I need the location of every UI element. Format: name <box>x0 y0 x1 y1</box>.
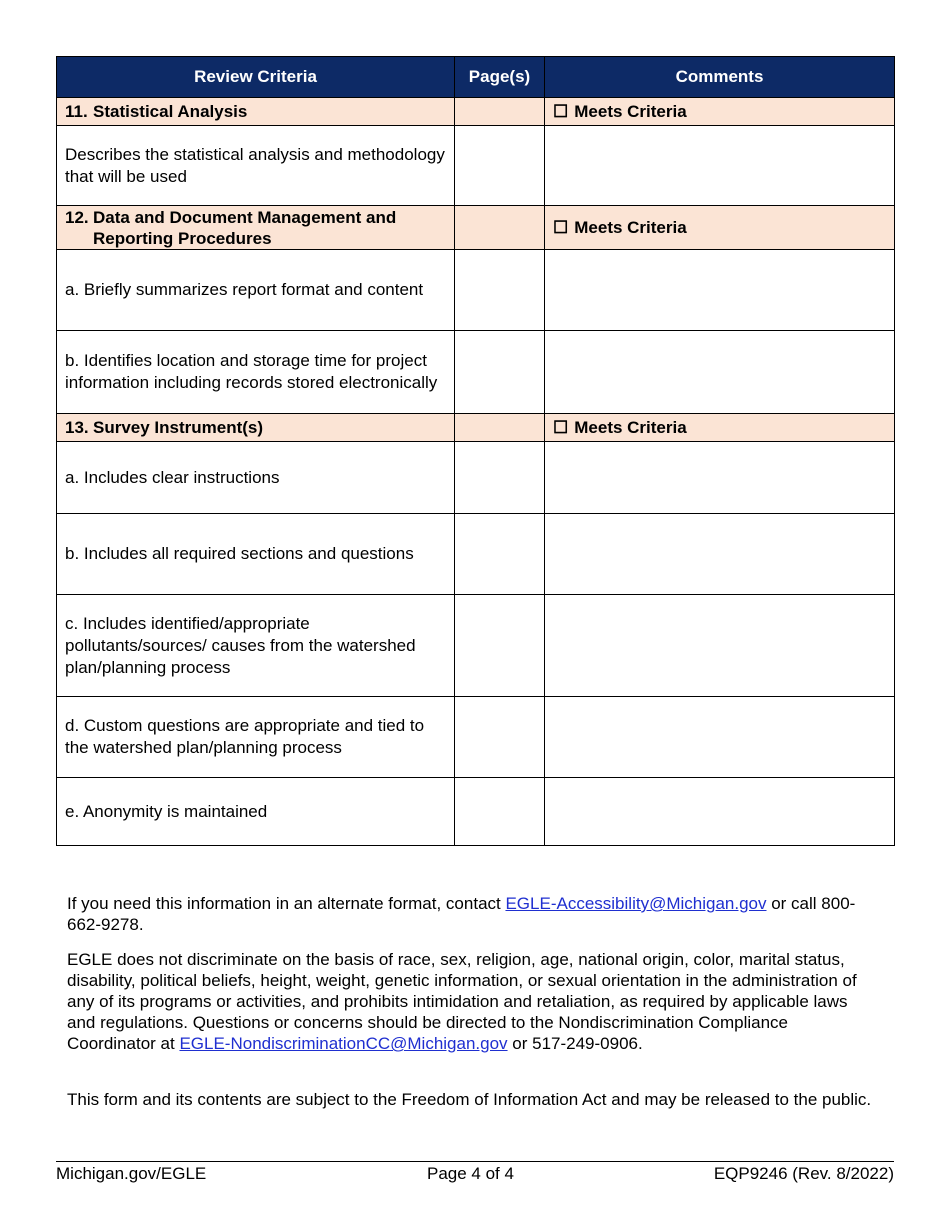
pages-cell[interactable] <box>455 206 545 250</box>
table-row <box>57 442 895 514</box>
meets-criteria-checkbox-icon[interactable]: ☐ <box>553 418 569 437</box>
meets-criteria-label: Meets Criteria <box>574 418 687 437</box>
pages-cell[interactable] <box>455 414 545 442</box>
section-row <box>57 206 895 250</box>
meets-criteria-cell <box>545 98 895 126</box>
meets-criteria-cell <box>545 206 895 250</box>
section-title-cell <box>57 98 455 126</box>
section-title: Statistical Analysis <box>93 102 248 121</box>
criteria-item: b. Includes all required sections and questions <box>57 514 455 595</box>
section-number: 12. <box>65 207 89 227</box>
section-title-cell <box>57 414 455 442</box>
pages-cell[interactable] <box>455 697 545 778</box>
meets-criteria-cell <box>545 414 895 442</box>
table-row <box>57 250 895 331</box>
header-review-criteria: Review Criteria <box>57 57 455 98</box>
footer-form-id: EQP9246 (Rev. 8/2022) <box>713 1164 894 1183</box>
meets-criteria-checkbox-icon[interactable]: ☐ <box>553 102 569 121</box>
comments-cell[interactable] <box>545 778 895 846</box>
header-pages: Page(s) <box>455 57 545 98</box>
table-row <box>57 697 895 778</box>
comments-cell[interactable] <box>545 126 895 206</box>
page-footer <box>56 1161 894 1192</box>
section-row <box>57 98 895 126</box>
foia-notice: This form and its contents are subject to the Freedom of Information Act and may be released to the public. <box>67 1090 872 1109</box>
alternate-format-notice: If you need this information in an alternate format, contact EGLE-Accessibility@Michigan.gov or call 800-662-9278. <box>67 894 856 934</box>
meets-criteria-label: Meets Criteria <box>574 102 687 121</box>
pages-cell[interactable] <box>455 98 545 126</box>
criteria-item: e. Anonymity is maintained <box>57 778 455 846</box>
criteria-item: a. Includes clear instructions <box>57 442 455 514</box>
section-title: Data and Document Management and Reporting Procedures <box>93 207 397 248</box>
section-number: 13. <box>65 418 89 437</box>
pages-cell[interactable] <box>455 778 545 846</box>
criteria-item: c. Includes identified/appropriate pollutants/sources/ causes from the watershed plan/planning process <box>57 595 455 697</box>
comments-cell[interactable] <box>545 442 895 514</box>
criteria-item: d. Custom questions are appropriate and tied to the watershed plan/planning process <box>57 697 455 778</box>
pages-cell[interactable] <box>455 514 545 595</box>
table-row <box>57 778 895 846</box>
table-row <box>57 514 895 595</box>
nondiscrimination-notice: EGLE does not discriminate on the basis of race, sex, religion, age, national origin, color, marital status, disability, political beliefs, height, weight, genetic information, or sexual orientation in the administration of any of its programs or activities, and prohibits intimidation and retaliation, as required by applicable laws and regulations. Questions or concerns should be directed to the Nondiscrimination Compliance Coordinator at EGLE-NondiscriminationCC@Michigan.gov or 517-249-0906. <box>67 950 857 1053</box>
footer-website: Michigan.gov/EGLE <box>56 1164 207 1183</box>
comments-cell[interactable] <box>545 514 895 595</box>
pages-cell[interactable] <box>455 595 545 697</box>
criteria-item: b. Identifies location and storage time for project information including records stored electronically <box>57 331 455 414</box>
section-number: 11. <box>65 102 88 121</box>
meets-criteria-checkbox-icon[interactable]: ☐ <box>553 218 569 237</box>
comments-cell[interactable] <box>545 331 895 414</box>
table-row <box>57 126 895 206</box>
comments-cell[interactable] <box>545 250 895 331</box>
meets-criteria-label: Meets Criteria <box>574 218 687 237</box>
pages-cell[interactable] <box>455 250 545 331</box>
nondiscrimination-email-link[interactable]: EGLE-NondiscriminationCC@Michigan.gov <box>179 1034 508 1053</box>
comments-cell[interactable] <box>545 595 895 697</box>
section-title-cell <box>57 206 455 250</box>
review-criteria-table <box>56 56 895 846</box>
accessibility-email-link[interactable]: EGLE-Accessibility@Michigan.gov <box>505 894 767 913</box>
criteria-item: Describes the statistical analysis and methodology that will be used <box>57 126 455 206</box>
pages-cell[interactable] <box>455 442 545 514</box>
pages-cell[interactable] <box>455 126 545 206</box>
table-header-row <box>57 57 895 98</box>
section-title: Survey Instrument(s) <box>93 418 264 437</box>
header-comments: Comments <box>545 57 895 98</box>
criteria-item: a. Briefly summarizes report format and content <box>57 250 455 331</box>
pages-cell[interactable] <box>455 331 545 414</box>
section-row <box>57 414 895 442</box>
table-row <box>57 331 895 414</box>
footer-page-number: Page 4 of 4 <box>427 1164 514 1183</box>
comments-cell[interactable] <box>545 697 895 778</box>
table-row <box>57 595 895 697</box>
